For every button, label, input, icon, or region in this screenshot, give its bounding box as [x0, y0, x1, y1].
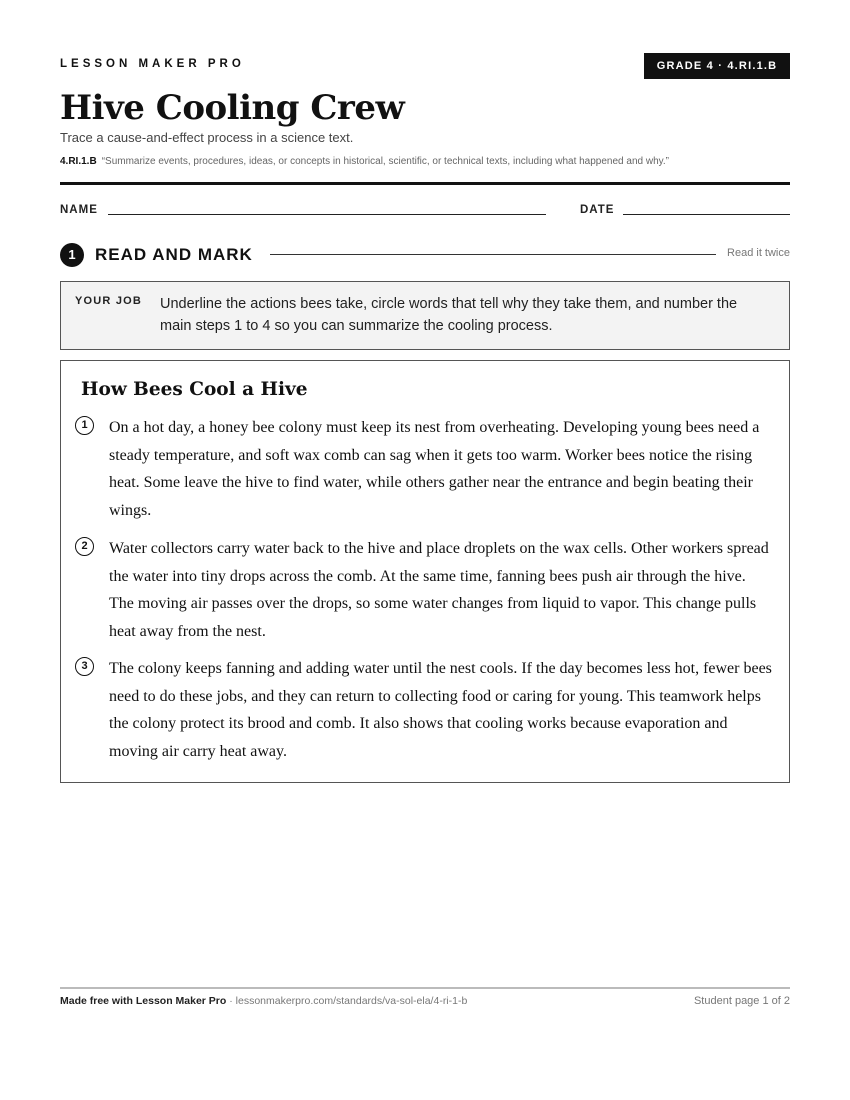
date-label: DATE — [580, 204, 615, 216]
page-subtitle: Trace a cause-and-effect process in a science text. — [60, 130, 354, 145]
header-divider — [60, 182, 790, 185]
footer-divider — [60, 987, 790, 989]
standard-line — [60, 156, 669, 167]
name-label: NAME — [60, 204, 98, 216]
brand-name: LESSON MAKER PRO — [60, 58, 245, 70]
instructions-box — [60, 281, 790, 350]
instructions-text: Underline the actions bees take, circle words that tell why they take them, and number the main steps 1 to 4 so you can summarize the cooling process. — [160, 296, 738, 334]
standard-code: 4.RI.1.B — [60, 156, 97, 167]
paragraph-text: The colony keeps fanning and adding water until the nest cools. If the day becomes less hot, fewer bees need to do these jobs, and they can return to collecting food or caring for young. This teamwork helps the colony protect its brood and comb. It also shows that cooling works because evaporation and moving air carry heat away. — [109, 660, 772, 760]
section-hint: Read it twice — [727, 247, 790, 259]
page-indicator: Student page 1 of 2 — [693, 995, 790, 1007]
paragraph-number: 3 — [75, 657, 94, 676]
passage-title: How Bees Cool a Hive — [81, 379, 308, 400]
instructions-label: YOUR JOB — [75, 295, 143, 307]
page-title: Hive Cooling Crew — [60, 88, 405, 128]
date-line[interactable] — [623, 214, 790, 215]
standard-text: “Summarize events, procedures, ideas, or concepts in historical, scientific, or technical texts, including what happened and why.” — [101, 156, 670, 167]
section-number-badge: 1 — [60, 243, 84, 267]
paragraph-text: Water collectors carry water back to the hive and place droplets on the wax cells. Other workers spread the water into tiny drops across the comb. At the same time, fanning bees push air through the hive. The moving air passes over the drops, so some water changes from liquid to vapor. This change pulls heat away from the nest. — [109, 540, 769, 640]
reading-passage — [60, 360, 790, 783]
paragraph-number: 2 — [75, 537, 94, 556]
section-title: READ AND MARK — [95, 245, 253, 264]
grade-badge: GRADE 4 · 4.RI.1.B — [644, 53, 790, 79]
footer-credit — [60, 995, 467, 1007]
paragraph-text: On a hot day, a honey bee colony must keep its nest from overheating. Developing young bees need a steady temperature, and soft wax comb can sag when it gets too warm. Worker bees notice the rising heat. Some leave the hive to find water, while others gather near the entrance and begin beating their wings. — [109, 419, 760, 519]
section-divider — [270, 254, 716, 255]
name-line[interactable] — [108, 214, 546, 215]
paragraph-number: 1 — [75, 416, 94, 435]
footer-made-with: Made free with Lesson Maker Pro — [60, 995, 227, 1007]
footer-url[interactable]: · lessonmakerpro.com/standards/va-sol-ela/4-ri-1-b — [226, 995, 468, 1007]
worksheet-page — [60, 0, 790, 1100]
